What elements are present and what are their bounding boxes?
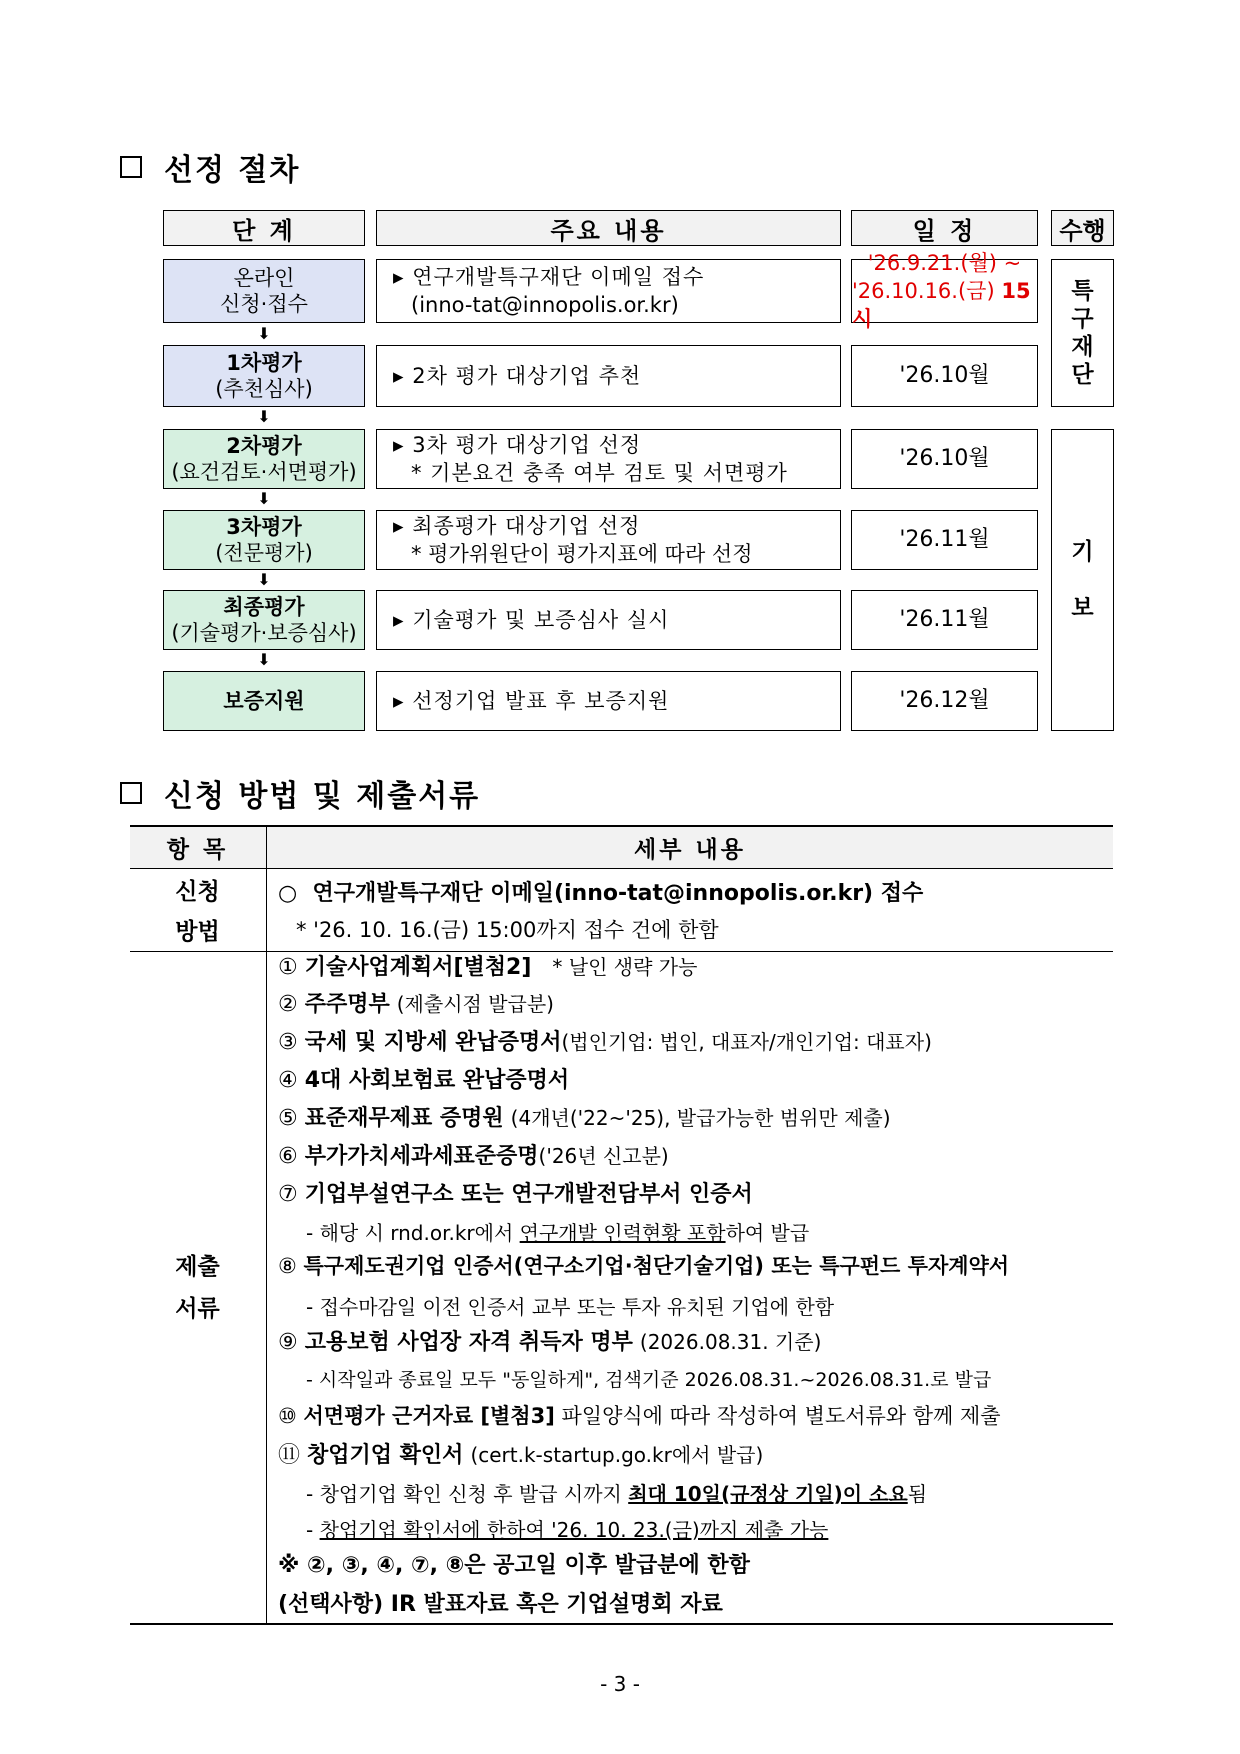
schedule-step-2: '26.10월 xyxy=(851,345,1038,407)
stage-second-evaluation xyxy=(163,429,365,489)
doc-number: ② xyxy=(278,992,298,1017)
doc-note: (2026.08.31. 기준) xyxy=(639,1330,822,1354)
header-detail: 세부 내용 xyxy=(634,837,746,863)
doc-note: ('26년 신고분) xyxy=(538,1144,669,1168)
stage-guarantee-support xyxy=(163,671,365,731)
date-end-time: 15시 xyxy=(852,279,1031,331)
performer-char: 기 xyxy=(1071,539,1094,565)
doc-note: (제출시점 발급분) xyxy=(396,992,554,1016)
email-address: (inno-tat@innopolis.or.kr) xyxy=(411,293,679,317)
doc-number: ⑦ xyxy=(278,1182,298,1207)
content-note: * 평가위원단이 평가지표에 따라 선정 xyxy=(411,542,753,566)
doc-item-3 xyxy=(278,1025,932,1056)
doc-title: 기업부설연구소 또는 연구개발전담부서 인증서 xyxy=(304,1182,753,1207)
stage-title: 온라인 xyxy=(233,266,295,290)
schedule-step-1 xyxy=(851,251,1038,331)
method-line-2: * '26. 10. 16.(금) 15:00까지 접수 건에 한함 xyxy=(296,918,719,942)
section-heading-selection xyxy=(120,145,300,189)
content-line: ▸ 기술평가 및 보증심사 실시 xyxy=(393,608,670,632)
header-schedule: 일 정 xyxy=(851,210,1038,246)
section-heading-application xyxy=(120,771,480,815)
doc-number: ⑪ xyxy=(278,1443,301,1468)
doc-item-7 xyxy=(278,1177,753,1208)
doc-note: (cert.k-startup.go.kr에서 발급) xyxy=(470,1443,764,1467)
stage-subtitle: (추천심사) xyxy=(215,377,313,401)
content-line: ▸ 선정기업 발표 후 보증지원 xyxy=(393,689,670,713)
stage-title: 최종평가 xyxy=(223,595,305,619)
table-header-divider xyxy=(130,868,1113,869)
stage-title: 3차평가 xyxy=(226,515,302,539)
date-start: '26.9.21.(월) ~ xyxy=(867,251,1022,275)
doc-note: (4개년('22~'25), 발급가능한 범위만 제출) xyxy=(510,1106,891,1130)
doc-title: 4대 사회보험료 완납증명서 xyxy=(304,1068,570,1093)
content-note: * 기본요건 충족 여부 검토 및 서면평가 xyxy=(411,461,788,485)
down-arrow-icon: ⬇ xyxy=(257,489,271,508)
doc-note: 파일양식에 따라 작성하여 별도서류와 함께 제출 xyxy=(561,1404,1001,1428)
doc-title: 창업기업 확인서 xyxy=(307,1443,464,1468)
doc-title: 부가가치세과세표준증명 xyxy=(304,1144,539,1169)
down-arrow-icon: ⬇ xyxy=(257,650,271,669)
doc-sub-text: 됨 xyxy=(907,1482,928,1506)
down-arrow-icon: ⬇ xyxy=(257,407,271,426)
circle-bullet-icon: ○ xyxy=(278,881,298,906)
checkbox-square-icon xyxy=(120,156,142,178)
stage-title: 2차평가 xyxy=(226,434,302,458)
performer-char: 재 xyxy=(1071,334,1094,360)
content-step-4 xyxy=(376,510,841,570)
stage-third-evaluation xyxy=(163,510,365,570)
method-line-1 xyxy=(278,876,923,907)
doc-item-1 xyxy=(278,950,697,981)
doc-item-9 xyxy=(278,1325,821,1356)
doc-note: (법인기업: 법인, 대표자/개인기업: 대표자) xyxy=(561,1030,932,1054)
doc-title: 국세 및 지방세 완납증명서 xyxy=(304,1030,562,1055)
stage-final-evaluation xyxy=(163,590,365,650)
doc-item-11 xyxy=(278,1438,763,1469)
doc-number: ⑤ xyxy=(278,1106,298,1131)
doc-note: * 날인 생략 가능 xyxy=(552,955,698,979)
table-bottom-border xyxy=(130,1623,1113,1625)
doc-number: ① xyxy=(278,955,298,980)
down-arrow-icon: ⬇ xyxy=(257,570,271,589)
label-line: 방법 xyxy=(175,919,220,945)
doc-item-9-sub: - 시작일과 종료일 모두 "동일하게", 검색기준 2026.08.31.~2026.08.31.로 발급 xyxy=(306,1369,992,1391)
doc-number: ⑥ xyxy=(278,1144,298,1169)
doc-item-11-sub-2 xyxy=(306,1514,828,1543)
down-arrow-icon: ⬇ xyxy=(257,324,271,343)
schedule-step-6: '26.12월 xyxy=(851,671,1038,731)
doc-title: 기술사업계획서[별첨2] xyxy=(304,955,532,980)
label-line: 신청 xyxy=(175,879,220,905)
doc-item-8 xyxy=(278,1250,1009,1280)
content-line: ▸ 2차 평가 대상기업 추천 xyxy=(393,364,642,388)
stage-subtitle: (전문평가) xyxy=(215,541,313,565)
header-performer: 수행 xyxy=(1051,210,1114,246)
doc-item-5 xyxy=(278,1101,891,1132)
stage-subtitle: (기술평가·보증심사) xyxy=(171,621,357,645)
doc-number: ⑨ xyxy=(278,1330,298,1355)
date-end: '26.10.16.(금) xyxy=(852,279,995,303)
performer-char: 단 xyxy=(1071,362,1094,388)
performer-char: 보 xyxy=(1071,595,1094,621)
header-content: 주요 내용 xyxy=(376,210,841,246)
doc-title: 주주명부 xyxy=(304,992,390,1017)
doc-item-2 xyxy=(278,987,554,1018)
performer-kibo xyxy=(1051,429,1114,731)
stage-online-application xyxy=(163,259,365,323)
doc-item-6 xyxy=(278,1139,669,1170)
header-item: 항 목 xyxy=(166,837,229,863)
doc-sub-text: - 창업기업 확인 신청 후 발급 시까지 xyxy=(306,1482,622,1506)
doc-title: 서면평가 근거자료 [별첨3] xyxy=(303,1404,555,1428)
table-column-divider xyxy=(266,827,267,1623)
label-documents xyxy=(130,1246,265,1330)
doc-item-10 xyxy=(278,1400,1001,1430)
performer-innopolis xyxy=(1051,259,1114,407)
checkbox-square-icon xyxy=(120,782,142,804)
doc-item-4 xyxy=(278,1063,569,1094)
label-line: 제출 xyxy=(175,1254,220,1280)
doc-sub-text: 하여 발급 xyxy=(725,1221,810,1245)
schedule-step-3: '26.10월 xyxy=(851,429,1038,489)
page-number: - 3 - xyxy=(600,1672,640,1696)
content-step-3 xyxy=(376,429,841,489)
section-title: 선정 절차 xyxy=(164,153,301,188)
header-stage: 단 계 xyxy=(163,210,365,246)
doc-sub-text: - 해당 시 rnd.or.kr에서 xyxy=(306,1221,514,1245)
performer-char: 특 xyxy=(1071,278,1094,304)
stage-title: 보증지원 xyxy=(223,689,305,713)
section-title: 신청 방법 및 제출서류 xyxy=(164,779,481,814)
doc-item-7-sub xyxy=(306,1217,809,1246)
doc-number: ⑧ xyxy=(278,1254,297,1278)
performer-char: 구 xyxy=(1071,306,1094,332)
doc-sub-underlined: 창업기업 확인서에 한하여 '26. 10. 23.(금)까지 제출 가능 xyxy=(319,1518,829,1542)
doc-sub-underlined: 연구개발 인력현황 포함 xyxy=(519,1221,726,1245)
schedule-step-5: '26.11월 xyxy=(851,590,1038,650)
content-line: ▸ 3차 평가 대상기업 선정 xyxy=(393,433,642,457)
content-line: ▸ 최종평가 대상기업 선정 xyxy=(393,514,641,538)
stage-subtitle: 신청·접수 xyxy=(220,292,308,316)
doc-sub-underlined: 최대 10일(규정상 기일)이 소요 xyxy=(628,1482,908,1506)
content-step-5 xyxy=(376,590,841,650)
content-step-2 xyxy=(376,345,841,407)
method-text: 연구개발특구재단 이메일(inno-tat@innopolis.or.kr) 접수 xyxy=(312,881,924,906)
doc-number: ④ xyxy=(278,1068,298,1093)
doc-title: 특구제도권기업 인증서(연구소기업·첨단기술기업) 또는 특구펀드 투자계약서 xyxy=(303,1254,1010,1278)
doc-item-11-sub-1 xyxy=(306,1478,927,1507)
doc-optional: (선택사항) IR 발표자료 혹은 기업설명회 자료 xyxy=(278,1592,723,1617)
content-line: ▸ 연구개발특구재단 이메일 접수 xyxy=(393,265,705,289)
doc-title: 고용보험 사업장 자격 취득자 명부 xyxy=(304,1330,633,1355)
stage-first-evaluation xyxy=(163,345,365,407)
stage-title: 1차평가 xyxy=(226,351,302,375)
doc-number: ③ xyxy=(278,1030,298,1055)
doc-title: 표준재무제표 증명원 xyxy=(304,1106,504,1131)
label-application-method xyxy=(130,872,265,952)
doc-note-issue-date: ※ ②, ③, ④, ⑦, ⑧은 공고일 이후 발급분에 한함 xyxy=(278,1553,750,1578)
label-line: 서류 xyxy=(175,1296,220,1322)
content-step-1 xyxy=(376,259,841,323)
content-step-6 xyxy=(376,671,841,731)
schedule-step-4: '26.11월 xyxy=(851,510,1038,570)
stage-subtitle: (요건검토·서면평가) xyxy=(171,460,357,484)
doc-item-8-sub: - 접수마감일 이전 인증서 교부 또는 투자 유치된 기업에 한함 xyxy=(306,1295,835,1319)
doc-number: ⑩ xyxy=(278,1404,297,1428)
doc-sub-text: - xyxy=(306,1518,320,1542)
